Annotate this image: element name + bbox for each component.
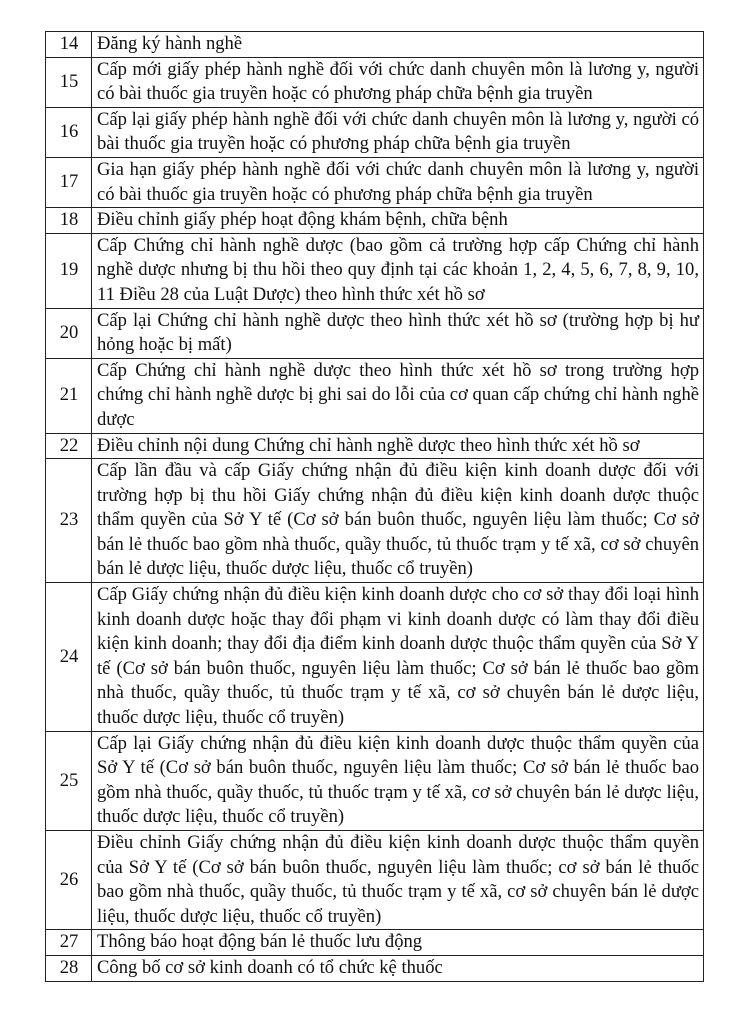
row-number: 22 [46, 433, 92, 459]
table-row [46, 308, 704, 358]
table-row [46, 107, 704, 157]
row-number: 28 [46, 955, 92, 981]
table-row [46, 955, 704, 981]
row-number: 18 [46, 208, 92, 234]
table-row [46, 157, 704, 207]
row-number: 14 [46, 32, 92, 58]
table-row [46, 358, 704, 433]
row-number: 16 [46, 107, 92, 157]
procedure-name: Cấp Chứng chỉ hành nghề dược theo hình thức xét hồ sơ trong trường hợp chứng chỉ hành nghề dược bị ghi sai do lỗi của cơ quan cấp chứng chỉ hành nghề dược [92, 358, 704, 433]
procedure-name: Gia hạn giấy phép hành nghề đối với chức danh chuyên môn là lương y, người có bài thuốc gia truyền hoặc có phương pháp chữa bệnh gia truyền [92, 157, 704, 207]
table-row [46, 583, 704, 732]
row-number: 24 [46, 583, 92, 732]
procedure-table [45, 31, 704, 982]
row-number: 21 [46, 358, 92, 433]
procedure-name: Điều chỉnh giấy phép hoạt động khám bệnh, chữa bệnh [92, 208, 704, 234]
table-row [46, 57, 704, 107]
procedure-name: Điều chỉnh nội dung Chứng chỉ hành nghề dược theo hình thức xét hồ sơ [92, 433, 704, 459]
table-row [46, 32, 704, 58]
table-row [46, 930, 704, 956]
table-row [46, 731, 704, 830]
procedure-name: Công bố cơ sở kinh doanh có tổ chức kệ thuốc [92, 955, 704, 981]
row-number: 15 [46, 57, 92, 107]
procedure-name: Cấp Chứng chỉ hành nghề dược (bao gồm cả trường hợp cấp Chứng chỉ hành nghề dược nhưng bị thu hồi theo quy định tại các khoản 1, 2, 4, 5, 6, 7, 8, 9, 10, 11 Điều 28 của Luật Dược) theo hình thức xét hồ sơ [92, 233, 704, 308]
table-row [46, 208, 704, 234]
procedure-name: Thông báo hoạt động bán lẻ thuốc lưu động [92, 930, 704, 956]
row-number: 25 [46, 731, 92, 830]
row-number: 27 [46, 930, 92, 956]
row-number: 20 [46, 308, 92, 358]
table-row [46, 459, 704, 583]
table-row [46, 233, 704, 308]
procedure-name: Cấp lại Chứng chỉ hành nghề dược theo hình thức xét hồ sơ (trường hợp bị hư hỏng hoặc bị mất) [92, 308, 704, 358]
row-number: 19 [46, 233, 92, 308]
row-number: 17 [46, 157, 92, 207]
procedure-name: Điều chỉnh Giấy chứng nhận đủ điều kiện kinh doanh dược thuộc thẩm quyền của Sở Y tế (Cơ sở bán buôn thuốc, nguyên liệu làm thuốc; cơ sở bán lẻ thuốc bao gồm nhà thuốc, quầy thuốc, tủ thuốc trạm y tế xã, cơ sở chuyên bán lẻ dược liệu, thuốc dược liệu, thuốc cổ truyền) [92, 831, 704, 930]
procedure-name: Cấp lần đầu và cấp Giấy chứng nhận đủ điều kiện kinh doanh dược đối với trường hợp bị thu hồi Giấy chứng nhận đủ điều kiện kinh doanh dược thuộc thẩm quyền của Sở Y tế (Cơ sở bán buôn thuốc, nguyên liệu làm thuốc; Cơ sở bán lẻ thuốc bao gồm nhà thuốc, quầy thuốc, tủ thuốc trạm y tế xã, cơ sở chuyên bán lẻ dược liệu, thuốc dược liệu, thuốc cổ truyền) [92, 459, 704, 583]
table-row [46, 433, 704, 459]
procedure-name: Cấp lại giấy phép hành nghề đối với chức danh chuyên môn là lương y, người có bài thuốc gia truyền hoặc có phương pháp chữa bệnh gia truyền [92, 107, 704, 157]
row-number: 23 [46, 459, 92, 583]
procedure-name: Cấp mới giấy phép hành nghề đối với chức danh chuyên môn là lương y, người có bài thuốc gia truyền hoặc có phương pháp chữa bệnh gia truyền [92, 57, 704, 107]
procedure-name: Cấp lại Giấy chứng nhận đủ điều kiện kinh doanh dược thuộc thẩm quyền của Sở Y tế (Cơ sở bán buôn thuốc, nguyên liệu làm thuốc; Cơ sở bán lẻ thuốc bao gồm nhà thuốc, quầy thuốc, tủ thuốc trạm y tế xã, cơ sở chuyên bán lẻ dược liệu, thuốc dược liệu, thuốc cổ truyền) [92, 731, 704, 830]
table-row [46, 831, 704, 930]
procedure-name: Cấp Giấy chứng nhận đủ điều kiện kinh doanh dược cho cơ sở thay đổi loại hình kinh doanh dược hoặc thay đổi phạm vi kinh doanh dược có làm thay đổi điều kiện kinh doanh; thay đổi địa điểm kinh doanh dược thuộc thẩm quyền của Sở Y tế (Cơ sở bán buôn thuốc, nguyên liệu làm thuốc; Cơ sở bán lẻ thuốc bao gồm nhà thuốc, quầy thuốc, tủ thuốc trạm y tế xã, cơ sở chuyên bán lẻ dược liệu, thuốc dược liệu, thuốc cổ truyền) [92, 583, 704, 732]
procedure-name: Đăng ký hành nghề [92, 32, 704, 58]
row-number: 26 [46, 831, 92, 930]
